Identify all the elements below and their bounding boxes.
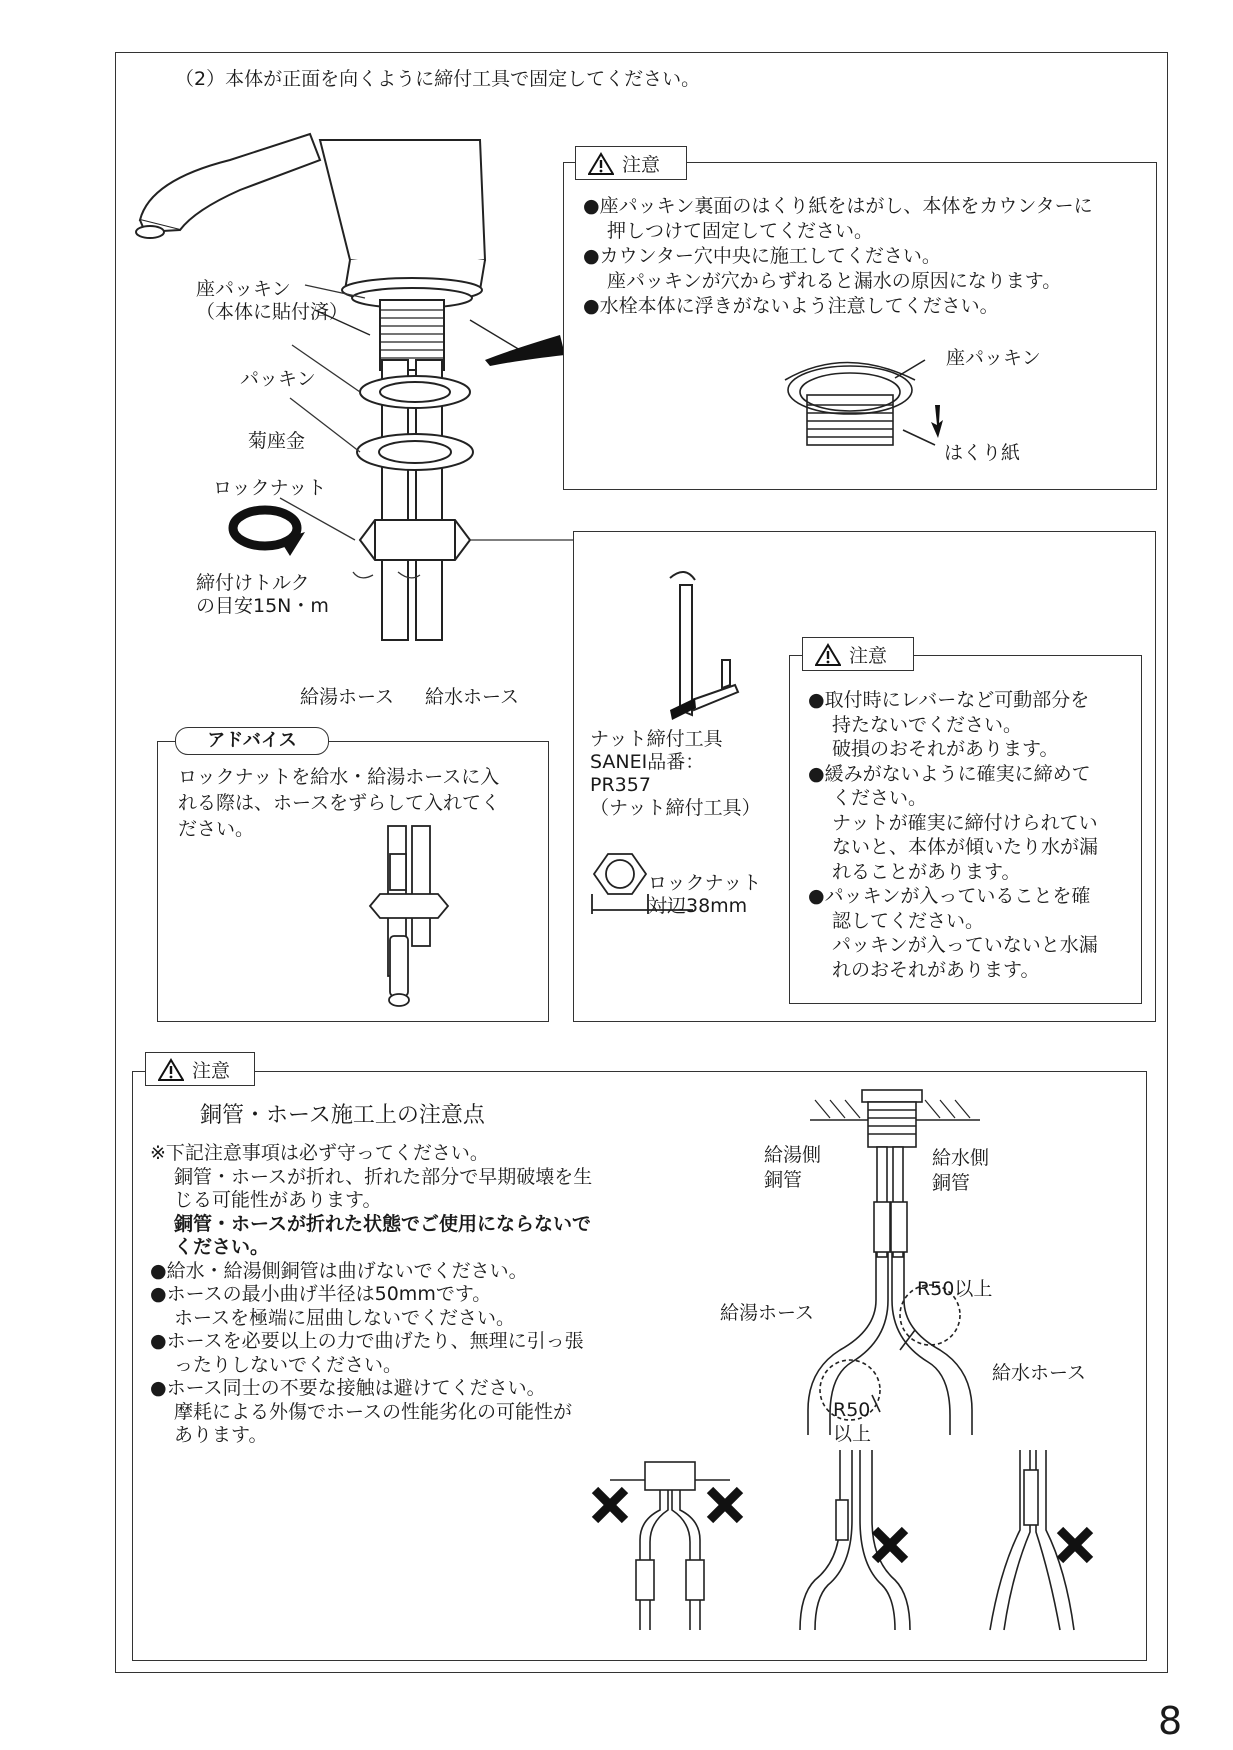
page-number: 8 <box>1158 1699 1183 1743</box>
tool-description: ナット締付工具 SANEI品番： PR357 （ナット締付工具） <box>590 728 761 819</box>
step-instruction: （2）本体が正面を向くように締付工具で固定してください。 <box>175 68 701 90</box>
caution-3-heading: 銅管・ホース施工上の注意点 <box>200 1103 485 1128</box>
hot-hose-label: 給湯ホース <box>300 686 395 708</box>
faucet-assembly-illustration <box>120 120 580 680</box>
caution-1-list: ●座パッキン裏面のはくり紙をはがし、本体をカウンターに 押しつけて固定してください。 ●カウンター穴中央に施工してください。 座パッキンが穴からずれると漏水の原因になります。 ●水栓本体に浮きがないよう注意してください。 <box>583 195 1093 317</box>
fig-cold-hose-label: 給水ホース <box>992 1362 1087 1384</box>
lock-nut-label: ロックナット <box>213 477 327 499</box>
caution-header-2: 注意 <box>802 637 914 671</box>
warning-triangle-icon <box>588 152 614 175</box>
lock-nut-size-label: ロックナット 対辺38mm <box>648 872 762 917</box>
torque-label: 締付けトルク の目安15N・m <box>196 572 329 617</box>
caution-header-3: 注意 <box>145 1052 255 1086</box>
incorrect-routing-illustrations <box>590 1450 1110 1640</box>
cold-hose-label: 給水ホース <box>425 686 520 708</box>
warning-triangle-icon <box>815 643 841 666</box>
advice-text: ロックナットを給水・給湯ホースに入 れる際は、ホースをずらして入れてく ださい。 <box>178 766 501 840</box>
caution-3-list: ※下記注意事項は必ず守ってください。 銅管・ホースが折れ、折れた部分で早期破壊を生 じる可能性があります。 銅管・ホースが折れた状態でご使用にならないで ください。 ●給水・給湯側銅管は曲げないでください。 ●ホースの最小曲げ半径は50mmです。 ホースを極端に屈曲しないでください。 ●ホースを必要以上の力で曲げたり、無理に引っ張 ったりしないでください。 ●ホース同士の不要な接触は避けてください。 摩耗による外傷でホースの性能劣化の可能性が あります。 <box>150 1142 593 1446</box>
seat-packing-detail-illustration <box>775 350 955 460</box>
detail-seat-packing-label: 座パッキン <box>946 347 1041 369</box>
hot-pipe-label: 給湯側 銅管 <box>764 1144 822 1191</box>
fig-hot-hose-label: 給湯ホース <box>720 1302 815 1324</box>
kiku-washer-label: 菊座金 <box>248 430 306 452</box>
r50-bottom-label: R50 以上 <box>833 1399 872 1445</box>
nut-wrench-tool-illustration <box>650 560 750 730</box>
r50-top-label: R50以上 <box>917 1278 993 1300</box>
caution-header-1: 注意 <box>575 146 687 180</box>
seat-packing-label: 座パッキン （本体に貼付済） <box>196 278 349 323</box>
packing-label: パッキン <box>240 368 316 390</box>
cold-pipe-label: 給水側 銅管 <box>932 1147 990 1194</box>
advice-label: アドバイス <box>175 727 329 755</box>
warning-triangle-icon <box>158 1058 184 1081</box>
release-paper-label: はくり紙 <box>944 442 1021 464</box>
advice-hose-illustration <box>368 826 468 1016</box>
caution-2-list: ●取付時にレバーなど可動部分を 持たないでください。 破損のおそれがあります。 ●緩みがないように確実に締めて ください。 ナットが確実に締付けられてい ないと、本体が傾いたり水が漏 れることがあります。 ●パッキンが入っていることを確 認してください。 パッキンが入っていないと水漏 れのおそれがあります。 <box>808 689 1099 981</box>
